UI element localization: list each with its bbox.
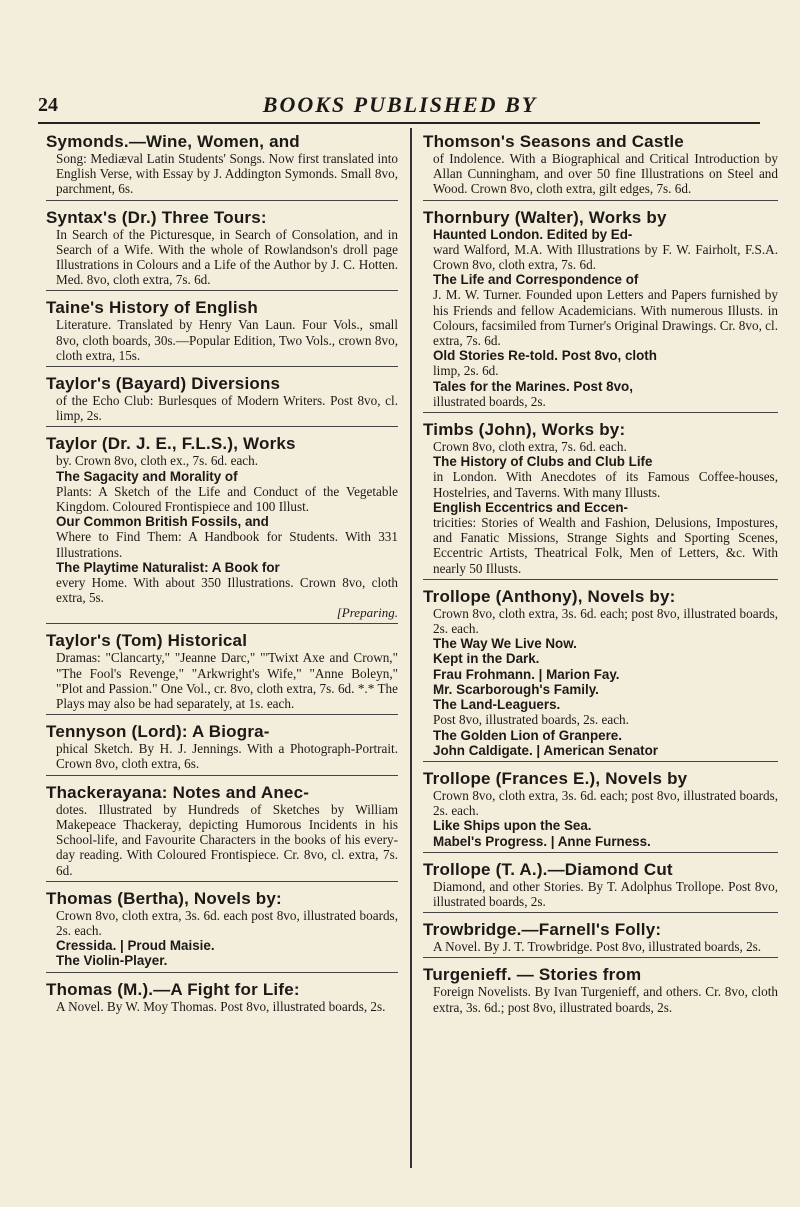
entry-heading: Taine's History of English [46, 298, 259, 318]
catalogue-entry [46, 781, 398, 882]
entry-description: A Novel. By J. T. Trowbridge. Post 8vo, illustrated boards, 2s. [433, 939, 762, 955]
entry-heading: Trowbridge.—Farnell's Folly: [423, 920, 662, 940]
entry-heading: Tennyson (Lord): A Biogra- [46, 722, 270, 742]
entry-heading: Symonds.—Wine, Women, and [46, 132, 300, 151]
entry-heading: Taylor (Dr. J. E., F.L.S.), Works [46, 434, 296, 454]
entry-description: limp, 2s. 6d. [433, 363, 499, 379]
catalogue-entry [423, 585, 778, 762]
entry-heading: Taylor's (Bayard) Diversions [46, 374, 281, 394]
entry-heading: Thackerayana: Notes and Anec- [46, 782, 310, 802]
catalogue-entry [46, 887, 398, 973]
entry-title: Like Ships upon the Sea. [433, 818, 592, 834]
entry-title: Frau Frohmann. | Marion Fay. [433, 666, 620, 682]
catalogue-entry [423, 918, 778, 958]
entry-description: of the Echo Club: Burlesques of Modern Writers. Post 8vo, cl. limp, 2s. [56, 393, 398, 424]
entry-description: J. M. W. Turner. Founded upon Letters and Papers furnished by his Friends and fellow Academicians. With numerous Illusts. in Colours, facsimiled from Turner's Original Drawings. Cr. 8vo, cl. extra, 7s. 6d. [433, 287, 778, 349]
entry-heading: Thomson's Seasons and Castle [423, 132, 684, 151]
entry-description: Crown 8vo, cloth extra, 3s. 6d. each; post 8vo, illustrated boards, 2s. each. [433, 787, 778, 819]
header-rule [38, 122, 760, 124]
catalogue-entry [46, 629, 398, 715]
catalogue-entry [46, 720, 398, 775]
entry-description: Foreign Novelists. By Ivan Turgenieff, and others. Cr. 8vo, cloth extra, 3s. 6d.; post 8vo, illustrated boards, 2s. [433, 984, 778, 1015]
entry-title: Haunted London. Edited by Ed- [433, 226, 633, 242]
catalogue-entry [423, 858, 778, 913]
entry-heading: Trollope (Anthony), Novels by: [423, 586, 676, 606]
entry-description: Diamond, and other Stories. By T. Adolphus Trollope. Post 8vo, illustrated boards, 2s. [433, 878, 778, 909]
entry-title: The Life and Correspondence of [433, 272, 639, 288]
entry-heading: Taylor's (Tom) Historical [46, 631, 248, 651]
column-divider [410, 128, 412, 1168]
entry-description: illustrated boards, 2s. [433, 393, 546, 409]
catalogue-entry [423, 418, 778, 580]
entry-title: Old Stories Re-told. Post 8vo, cloth [433, 348, 657, 364]
catalogue-entry [423, 206, 778, 413]
entry-title: Mabel's Progress. | Anne Furness. [433, 833, 651, 849]
running-title: BOOKS PUBLISHED BY [262, 92, 538, 117]
entry-description: ward Walford, M.A. With Illustrations by F. W. Fairholt, F.S.A. Crown 8vo, cloth extra, 7s. 6d. [433, 241, 778, 273]
entry-description: every Home. With about 350 Illustrations. Crown 8vo, cloth extra, 5s. [56, 575, 398, 606]
entry-title: The Golden Lion of Granpere. [433, 727, 622, 743]
entry-heading: Syntax's (Dr.) Three Tours: [46, 207, 267, 227]
entry-description: In Search of the Picturesque, in Search of Consolation, and in Search of a Wife. With the whole of Rowlandson's droll page Illustrations in Colours and a Life of the Author by J. C. Hotten. Med. 8vo, cloth extra, 7s. 6d. [56, 226, 398, 288]
entry-description: Dramas: "Clancarty," "Jeanne Darc," "'Twixt Axe and Crown," "The Fool's Revenge," "Arkwright's Wife," "Anne Boleyn," "Plot and Passion." One Vol., cr. 8vo, cloth extra, 7s. 6d. *.* The Plays may also be had separately, at 1s. each. [56, 650, 398, 712]
entry-note: [Preparing. [336, 605, 398, 621]
catalogue-entry [423, 767, 778, 853]
catalogue-entry [423, 963, 778, 1017]
entry-heading: Thornbury (Walter), Works by [423, 207, 667, 227]
entry-heading: Timbs (John), Works by: [423, 420, 626, 440]
entry-title: Tales for the Marines. Post 8vo, [433, 378, 633, 394]
entry-description: by. Crown 8vo, cloth ex., 7s. 6d. each. [56, 453, 259, 469]
entry-description: Song: Mediæval Latin Students' Songs. Now first translated into English Verse, with Essay by J. Addington Symonds. Small 8vo, parchment, 6s. [56, 151, 398, 197]
catalogue-entry [46, 432, 398, 624]
entry-title: The Sagacity and Morality of [56, 468, 238, 484]
entry-description: Literature. Translated by Henry Van Laun. Four Vols., small 8vo, cloth boards, 30s.—Popular Edition, Two Vols., crown 8vo, cloth extra, 15s. [56, 317, 398, 363]
entry-title: Mr. Scarborough's Family. [433, 681, 599, 697]
catalogue-entry [46, 372, 398, 427]
entry-title: Kept in the Dark. [433, 651, 540, 667]
entry-description: Post 8vo, illustrated boards, 2s. each. [433, 712, 629, 728]
entry-heading: Trollope (Frances E.), Novels by [423, 768, 688, 788]
catalogue-entry [46, 978, 398, 1017]
entry-description: tricities: Stories of Wealth and Fashion, Delusions, Impostures, and Fanatic Missions, Strange Sights and Sporting Scenes, Eccentric Artists, Theatrical Folk, Men of Letters, &c. With nearly 50 Illusts. [433, 515, 778, 576]
entry-description: Crown 8vo, cloth extra, 3s. 6d. each; post 8vo, illustrated boards, 2s. each. [433, 605, 778, 637]
entry-description: phical Sketch. By H. J. Jennings. With a Photograph-Portrait. Crown 8vo, cloth extra, 6s. [56, 741, 398, 772]
entry-title: Cressida. | Proud Maisie. [56, 938, 215, 954]
entry-title: Our Common British Fossils, and [56, 514, 269, 530]
right-column [423, 130, 778, 1023]
entry-description: Where to Find Them: A Handbook for Students. With 331 Illustrations. [56, 529, 398, 560]
entry-title: The History of Clubs and Club Life [433, 454, 653, 470]
catalogue-entry [46, 130, 398, 201]
entry-title: The Playtime Naturalist: A Book for [56, 559, 280, 575]
entry-title: The Way We Live Now. [433, 636, 577, 652]
entry-title: English Eccentrics and Eccen- [433, 499, 628, 515]
catalogue-entry [423, 130, 778, 201]
entry-heading: Trollope (T. A.).—Diamond Cut [423, 859, 673, 879]
entry-title: John Caldigate. | American Senator [433, 742, 658, 758]
entry-heading: Turgenieff. — Stories from [423, 965, 642, 985]
catalogue-entry [46, 296, 398, 367]
entry-description: A Novel. By W. Moy Thomas. Post 8vo, illustrated boards, 2s. [56, 998, 386, 1014]
entry-description: Crown 8vo, cloth extra, 7s. 6d. each. [433, 439, 627, 455]
left-column [46, 130, 398, 1022]
entry-description: of Indolence. With a Biographical and Critical Introduction by Allan Cunningham, and over 50 fine Illustrations on Steel and Wood. Crown 8vo, cloth extra, gilt edges, 7s. 6d. [433, 151, 778, 197]
entry-description: dotes. Illustrated by Hundreds of Sketches by William Makepeace Thackeray, depicting Humorous Incidents in his School-life, and Favourite Characters in the books of his every-day reading. With Coloured Frontispiece. Cr. 8vo, cl. extra, 7s. 6d. [56, 801, 398, 878]
entry-title: The Violin-Player. [56, 953, 168, 969]
entry-description: in London. With Anecdotes of its Famous Coffee-houses, Hostelries, and Taverns. With many Illusts. [433, 469, 778, 500]
entry-title: The Land-Leaguers. [433, 697, 561, 713]
entry-heading: Thomas (M.).—A Fight for Life: [46, 979, 300, 999]
entry-heading: Thomas (Bertha), Novels by: [46, 888, 282, 908]
page-number: 24 [38, 94, 58, 116]
catalogue-entry [46, 206, 398, 292]
entry-description: Crown 8vo, cloth extra, 3s. 6d. each post 8vo, illustrated boards, 2s. each. [56, 907, 398, 938]
page-header [20, 92, 780, 122]
entry-description: Plants: A Sketch of the Life and Conduct of the Vegetable Kingdom. Coloured Frontispiece and 100 Illust. [56, 483, 398, 515]
